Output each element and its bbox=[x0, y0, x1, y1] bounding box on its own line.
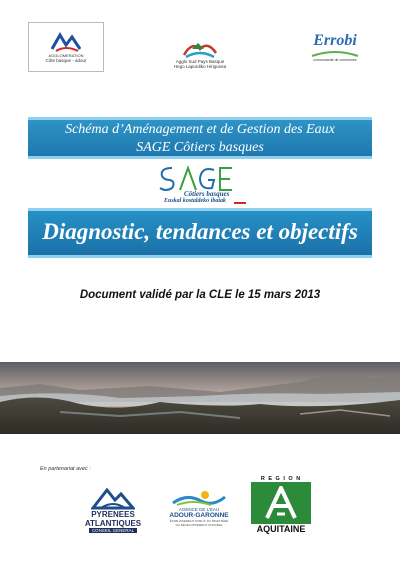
mountain-icon bbox=[91, 486, 135, 510]
agence-line-3: ÉTABLISSEMENT PUBLIC DU MINISTÈRE bbox=[169, 519, 229, 523]
partner-label: En partenariat avec : bbox=[40, 466, 91, 472]
pa-line-3: CONSEIL GENERAL bbox=[89, 528, 137, 533]
agence-line-2: ADOUR-GARONNE bbox=[169, 512, 229, 519]
region-label: R E G I O N bbox=[260, 476, 302, 482]
main-title: Diagnostic, tendances et objectifs bbox=[42, 219, 358, 244]
logo-line-2: Côte basque - adour bbox=[45, 58, 87, 63]
a-letter-icon bbox=[263, 486, 299, 520]
sage-underline bbox=[234, 202, 246, 204]
mountain-sea-icon bbox=[180, 37, 220, 59]
pa-line-2: ATLANTIQUES bbox=[84, 518, 142, 528]
region-emblem bbox=[251, 482, 311, 524]
validation-text: Document validé par la CLE le 15 mars 2013 bbox=[79, 289, 321, 301]
sage-logo bbox=[150, 164, 250, 206]
pa-line-1: PYRENEES bbox=[91, 509, 135, 519]
wave-icon bbox=[48, 31, 84, 53]
pyrenees-atlantiques-logo bbox=[78, 482, 148, 536]
band-stripe bbox=[28, 255, 372, 258]
band-stripe bbox=[28, 208, 372, 211]
region-aquitaine-logo bbox=[249, 472, 313, 538]
band-line-1: Schéma d’Aménagement et de Gestion des Eaux bbox=[65, 122, 335, 137]
water-wave-icon bbox=[171, 489, 227, 507]
main-title-band bbox=[28, 208, 372, 258]
logo-line-1: Agglo Sud Pays Basque bbox=[175, 59, 225, 64]
band-stripe bbox=[28, 156, 372, 159]
sage-letters-icon bbox=[158, 164, 238, 192]
errobi-subtitle: communauté de communes bbox=[313, 58, 357, 62]
band-line-2: SAGE Côtiers basques bbox=[136, 140, 264, 155]
logo-line-2: Hego Lapurdiko Hirigunea bbox=[173, 64, 227, 69]
coastline-photo bbox=[0, 362, 400, 434]
cote-basque-adour-logo bbox=[28, 22, 104, 72]
agence-line-1: AGENCE DE L'EAU bbox=[178, 507, 220, 512]
sage-line-2: Euskal kostaldeko ibaiak bbox=[164, 198, 227, 204]
logo-line-1: AGGLOMERATION bbox=[48, 53, 84, 58]
errobi-wordmark: Errobi bbox=[313, 32, 357, 49]
agence-line-4: DU DÉVELOPPEMENT DURABLE bbox=[175, 523, 223, 527]
swoosh-icon bbox=[310, 50, 360, 58]
region-name: AQUITAINE bbox=[256, 524, 306, 534]
panorama-illustration bbox=[0, 362, 400, 434]
band-stripe bbox=[28, 117, 372, 120]
errobi-logo bbox=[305, 26, 365, 68]
sage-line-1: Côtiers basques bbox=[184, 190, 230, 198]
agglo-sud-pays-basque-logo bbox=[163, 30, 237, 76]
agence-eau-logo bbox=[163, 478, 235, 538]
title-band bbox=[28, 117, 372, 159]
